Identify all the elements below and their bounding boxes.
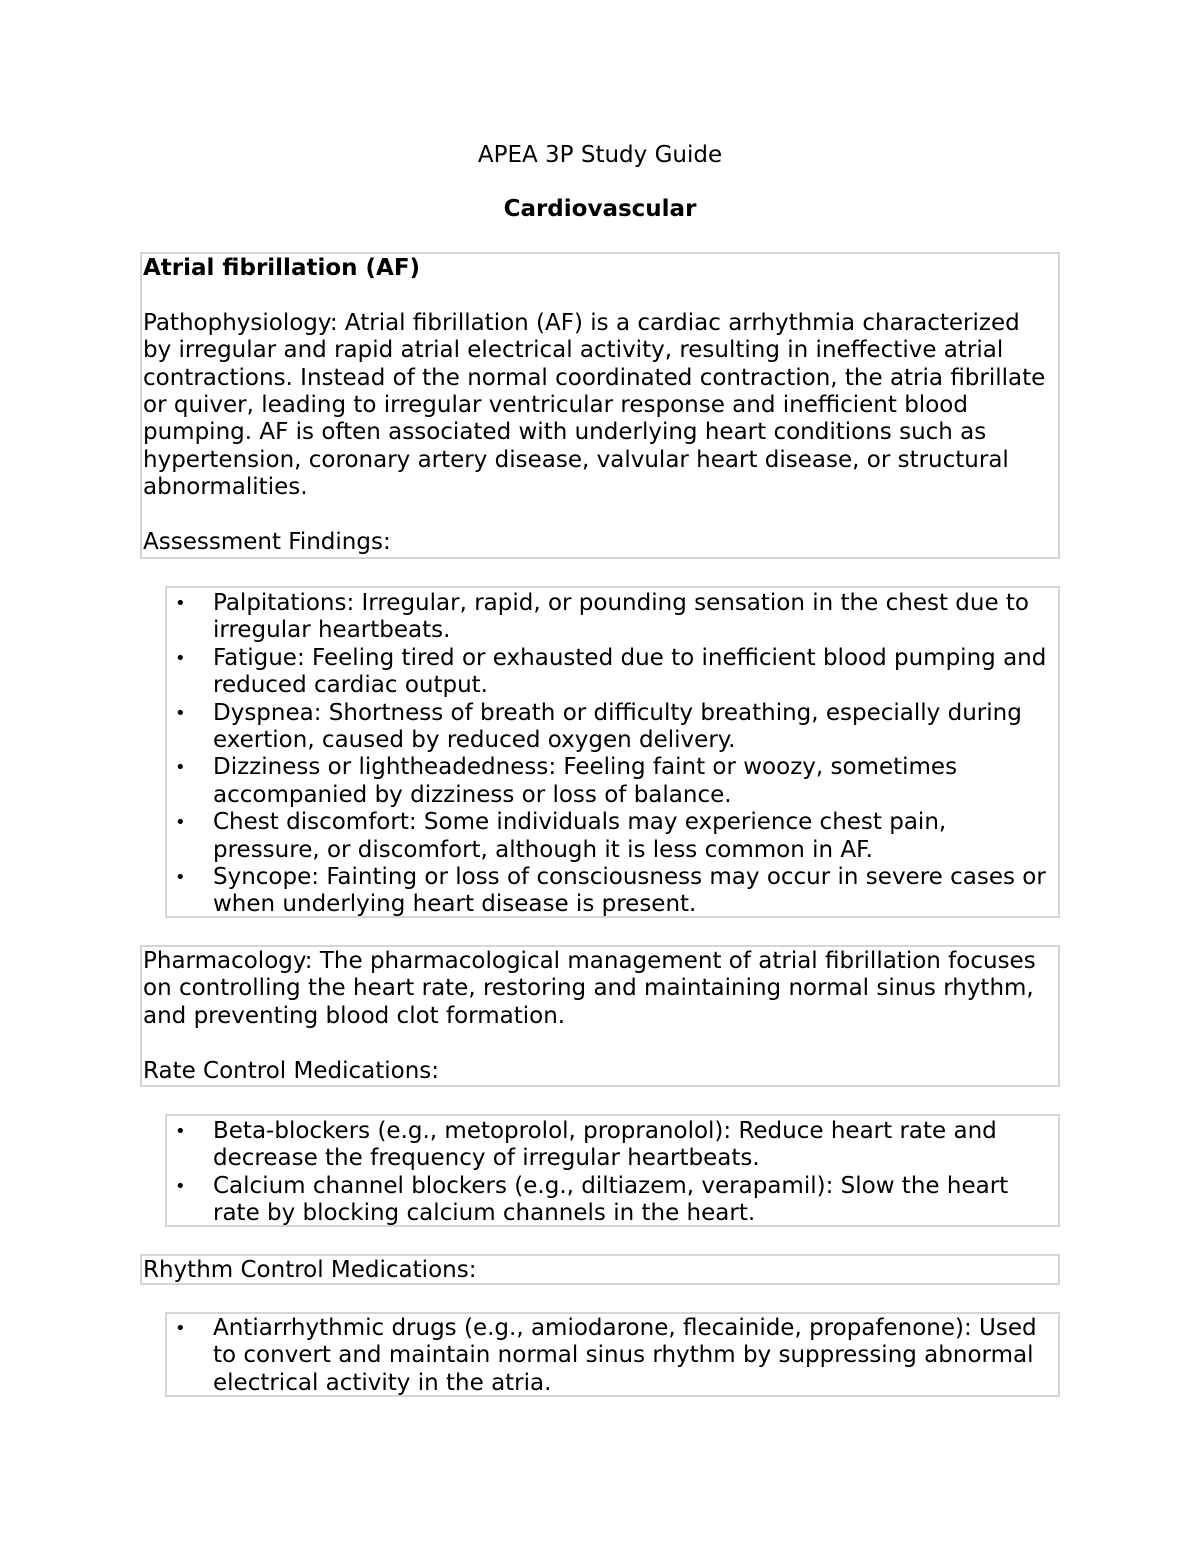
rate-control-box [165, 1114, 1060, 1227]
list-item-text: Syncope: Fainting or loss of consciousness may occur in severe cases or when underlying heart disease is present. [213, 864, 1046, 918]
bullet-icon: • [175, 647, 186, 669]
page-title: APEA 3P Study Guide [477, 142, 723, 168]
list-item-text: Calcium channel blockers (e.g., diltiazem, verapamil): Slow the heart rate by blocking calcium channels in the heart. [213, 1172, 1009, 1227]
pathophysiology-text: Pathophysiology: Atrial fibrillation (AF) is a cardiac arrhythmia characterized by irregular and rapid atrial electrical activity, resulting in ineffective atrial contractions. Instead of the normal coordinated contraction, the atria fibrillate or quiver, leading to irregular ventricular response and inefficient blood pumping. AF is often associated with underlying heart conditions such as hypertension, coronary artery disease, valvular heart disease, or structural abnormalities. [143, 309, 1046, 501]
rate-control-label: Rate Control Medications: [143, 1057, 440, 1084]
list-item [167, 645, 1058, 700]
list-item-text: Palpitations: Irregular, rapid, or pounding sensation in the chest due to irregular heartbeats. [213, 590, 1030, 644]
rhythm-control-label-box [140, 1254, 1060, 1285]
rhythm-control-label: Rhythm Control Medications: [143, 1257, 477, 1283]
list-item-text: Beta-blockers (e.g., metoprolol, propranolol): Reduce heart rate and decrease the frequency of irregular heartbeats. [213, 1118, 997, 1172]
assessment-findings-list [167, 590, 1058, 919]
rhythm-control-box [165, 1312, 1060, 1397]
list-item [167, 590, 1058, 645]
rhythm-control-list [167, 1315, 1058, 1397]
list-item-text: Dyspnea: Shortness of breath or difficulty breathing, especially during exertion, caused by reduced oxygen delivery. [213, 699, 1022, 754]
pharmacology-intro: Pharmacology: The pharmacological management of atrial fibrillation focuses on controlling the heart rate, restoring and maintaining normal sinus rhythm, and preventing blood clot formation. [143, 948, 1036, 1029]
pharmacology-box [140, 945, 1060, 1087]
list-item [167, 809, 1058, 864]
list-item [167, 1315, 1058, 1397]
list-item [167, 700, 1058, 755]
list-item-text: Dizziness or lightheadedness: Feeling faint or woozy, sometimes accompanied by dizziness or loss of balance. [213, 754, 958, 808]
list-item [167, 1173, 1058, 1228]
list-item [167, 864, 1058, 919]
list-item [167, 1118, 1058, 1173]
assessment-findings-box [165, 586, 1060, 918]
af-heading: Atrial fibrillation (AF) [143, 255, 421, 281]
af-overview-box [140, 252, 1060, 559]
list-item-text: Antiarrhythmic drugs (e.g., amiodarone, flecainide, propafenone): Used to convert and maintain normal sinus rhythm by suppressing abnormal electrical activity in the atria. [213, 1315, 1037, 1396]
list-item [167, 754, 1058, 809]
bullet-icon: • [175, 1121, 186, 1142]
bullet-icon: • [175, 812, 186, 834]
bullet-icon: • [175, 1318, 186, 1339]
bullet-icon: • [175, 757, 186, 779]
bullet-icon: • [175, 1175, 186, 1197]
list-item-text: Chest discomfort: Some individuals may experience chest pain, pressure, or discomfort, although it is less common in AF. [213, 809, 947, 863]
assessment-findings-label: Assessment Findings: [143, 529, 391, 556]
rate-control-list [167, 1118, 1058, 1228]
bullet-icon: • [175, 702, 186, 724]
section-title: Cardiovascular [503, 196, 697, 222]
list-item-text: Fatigue: Feeling tired or exhausted due to inefficient blood pumping and reduced cardiac output. [213, 644, 1047, 699]
bullet-icon: • [175, 593, 186, 614]
bullet-icon: • [175, 867, 186, 889]
